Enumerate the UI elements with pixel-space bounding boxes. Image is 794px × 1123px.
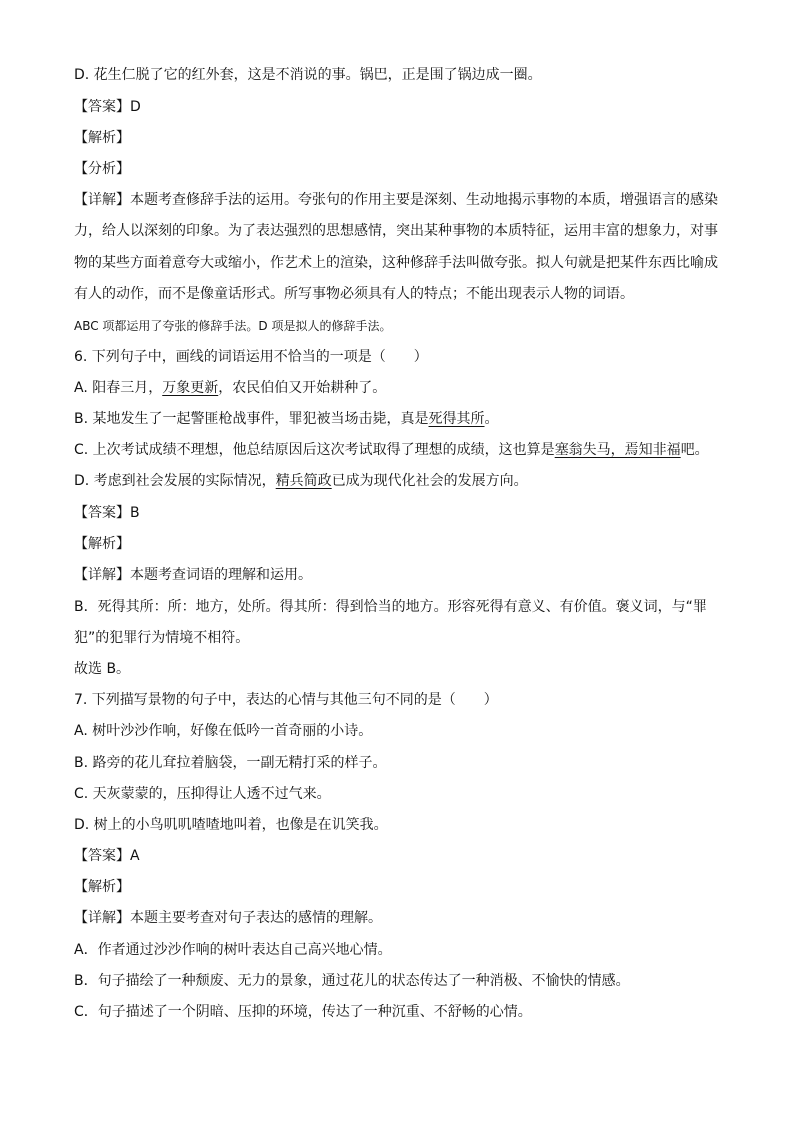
- q6-detail: 【详解】本题考查词语的理解和运用。: [74, 567, 312, 583]
- q6-d-underlined: 精兵简政: [275, 473, 332, 489]
- q7-answer: 【答案】A: [74, 848, 140, 864]
- q6-b-underlined: 死得其所: [428, 411, 485, 427]
- q6-a-text: A. 阳春三月，: [74, 380, 163, 396]
- q5-detail-line-2: 力，给人以深刻的印象。为了表达强烈的思想感情，突出某种事物的本质特征，运用丰富的想象力，对事: [74, 223, 718, 239]
- q6-d-rest: 已成为现代化社会的发展方向。: [331, 473, 528, 489]
- q6-b-rest: 。: [484, 411, 499, 427]
- q6-b-text: B. 某地发生了一起警匪枪战事件，罪犯被当场击毙，真是: [74, 411, 429, 427]
- q6-explain-line-1: B．死得其所：所：地方，处所。得其所：得到恰当的地方。形容死得有意义、有价值。褒义词，与“罪: [74, 599, 707, 615]
- q7-explain-a: A．作者通过沙沙作响的树叶表达自己高兴地心情。: [74, 942, 392, 958]
- q7-explain-c: C．句子描述了一个阴暗、压抑的环境，传达了一种沉重、不舒畅的心情。: [74, 1004, 532, 1020]
- q5-detail-line-5: ABC 项都运用了夸张的修辞手法。D 项是拟人的修辞手法。: [74, 319, 392, 333]
- q6-option-a: [74, 378, 724, 398]
- q6-option-b: [74, 409, 724, 429]
- q5-answer: 【答案】D: [74, 99, 141, 115]
- q6-explain-line-2: 犯”的犯罪行为情境不相符。: [74, 630, 250, 646]
- q7-option-b: B. 路旁的花儿耷拉着脑袋，一副无精打采的样子。: [74, 755, 387, 771]
- q6-answer: 【答案】B: [74, 505, 140, 521]
- q6-c-rest: 吧。: [680, 442, 709, 458]
- q6-a-underlined: 万象更新: [162, 380, 219, 396]
- q7-analysis-heading: 【解析】: [74, 879, 130, 895]
- q6-choose: 故选 B。: [74, 661, 131, 677]
- q7-option-d: D. 树上的小鸟叽叽喳喳地叫着，也像是在讥笑我。: [74, 817, 388, 833]
- q7-stem: 7. 下列描写景物的句子中，表达的心情与其他三句不同的是（ ）: [74, 692, 498, 708]
- q5-fenxi-heading: 【分析】: [74, 161, 130, 177]
- q5-detail-line-4: 有人的动作，而不是像童话形式。所写事物必须具有人的特点；不能出现表示人物的词语。: [74, 286, 634, 302]
- q6-analysis-heading: 【解析】: [74, 536, 130, 552]
- q6-c-text: C. 上次考试成绩不理想，他总结原因后这次考试取得了理想的成绩，这也算是: [74, 442, 555, 458]
- q7-detail: 【详解】本题主要考查对句子表达的感情的理解。: [74, 910, 382, 926]
- q7-option-a: A. 树叶沙沙作响，好像在低吟一首奇丽的小诗。: [74, 723, 373, 739]
- q6-d-text: D. 考虑到社会发展的实际情况，: [74, 473, 276, 489]
- q7-option-c: C. 天灰蒙蒙的，压抑得让人透不过气来。: [74, 786, 331, 802]
- q5-detail-line-1: 【详解】本题考查修辞手法的运用。夸张句的作用主要是深刻、生动地揭示事物的本质，增强语言的感染: [74, 192, 718, 208]
- q6-stem: 6. 下列句子中，画线的词语运用不恰当的一项是（ ）: [74, 349, 428, 365]
- q5-analysis-heading: 【解析】: [74, 130, 130, 146]
- q6-option-c: [74, 440, 724, 460]
- q6-a-rest: ，农民伯伯又开始耕种了。: [218, 380, 387, 396]
- q6-c-underlined: 塞翁失马，焉知非福: [554, 442, 681, 458]
- q5-option-d: D. 花生仁脱了它的红外套，这是不消说的事。锅巴，正是围了锅边成一圈。: [74, 67, 542, 83]
- q5-detail-line-3: 物的某些方面着意夸大或缩小，作艺术上的渲染，这种修辞手法叫做夸张。拟人句就是把某件东西比喻成: [74, 255, 718, 271]
- q7-explain-b: B．句子描绘了一种颓废、无力的景象，通过花儿的状态传达了一种消极、不愉快的情感。: [74, 973, 630, 989]
- q6-option-d: [74, 471, 724, 491]
